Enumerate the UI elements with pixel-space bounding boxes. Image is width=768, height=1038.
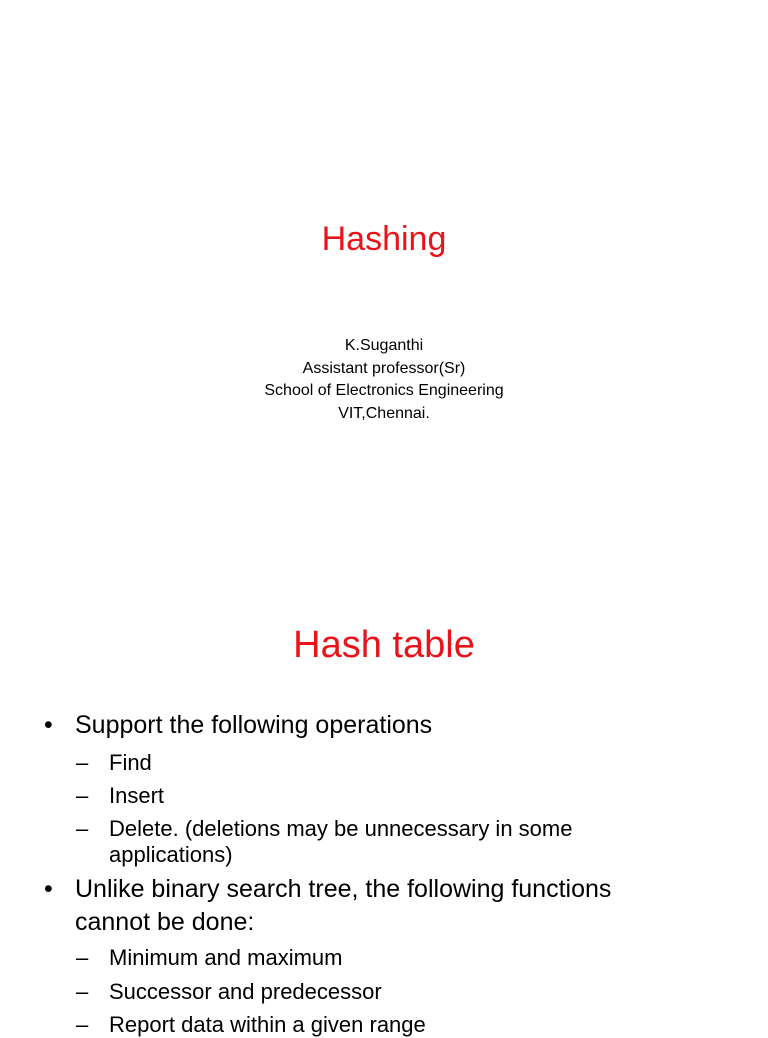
author-institution: VIT,Chennai. (338, 405, 430, 422)
dash-icon: – (76, 945, 89, 970)
author-name: K.Suganthi (344, 337, 424, 354)
bullet-text-continuation: cannot be done: (75, 908, 255, 936)
dash-icon: – (76, 979, 89, 1004)
sub-item: Insert (109, 783, 165, 808)
dash-icon: – (76, 750, 89, 775)
author-school: School of Electronics Engineering (264, 382, 504, 399)
dash-icon: – (76, 816, 89, 841)
dash-icon: – (76, 783, 89, 808)
author-position: Assistant professor(Sr) (302, 360, 466, 377)
slide-title: Hash table (293, 624, 475, 666)
sub-item: Successor and predecessor (109, 979, 382, 1004)
sub-item: Report data within a given range (109, 1012, 426, 1037)
sub-item: Delete. (deletions may be unnecessary in some (109, 816, 573, 841)
bullet-icon: • (44, 875, 53, 903)
sub-item-continuation: applications) (109, 842, 233, 867)
sub-item: Minimum and maximum (109, 945, 343, 970)
bullet-text: Support the following operations (75, 711, 433, 739)
sub-item: Find (109, 750, 152, 775)
slide-title: Hashing (321, 220, 447, 258)
bullet-icon: • (44, 711, 53, 739)
dash-icon: – (76, 1012, 89, 1037)
bullet-text: Unlike binary search tree, the following functions (75, 875, 612, 903)
